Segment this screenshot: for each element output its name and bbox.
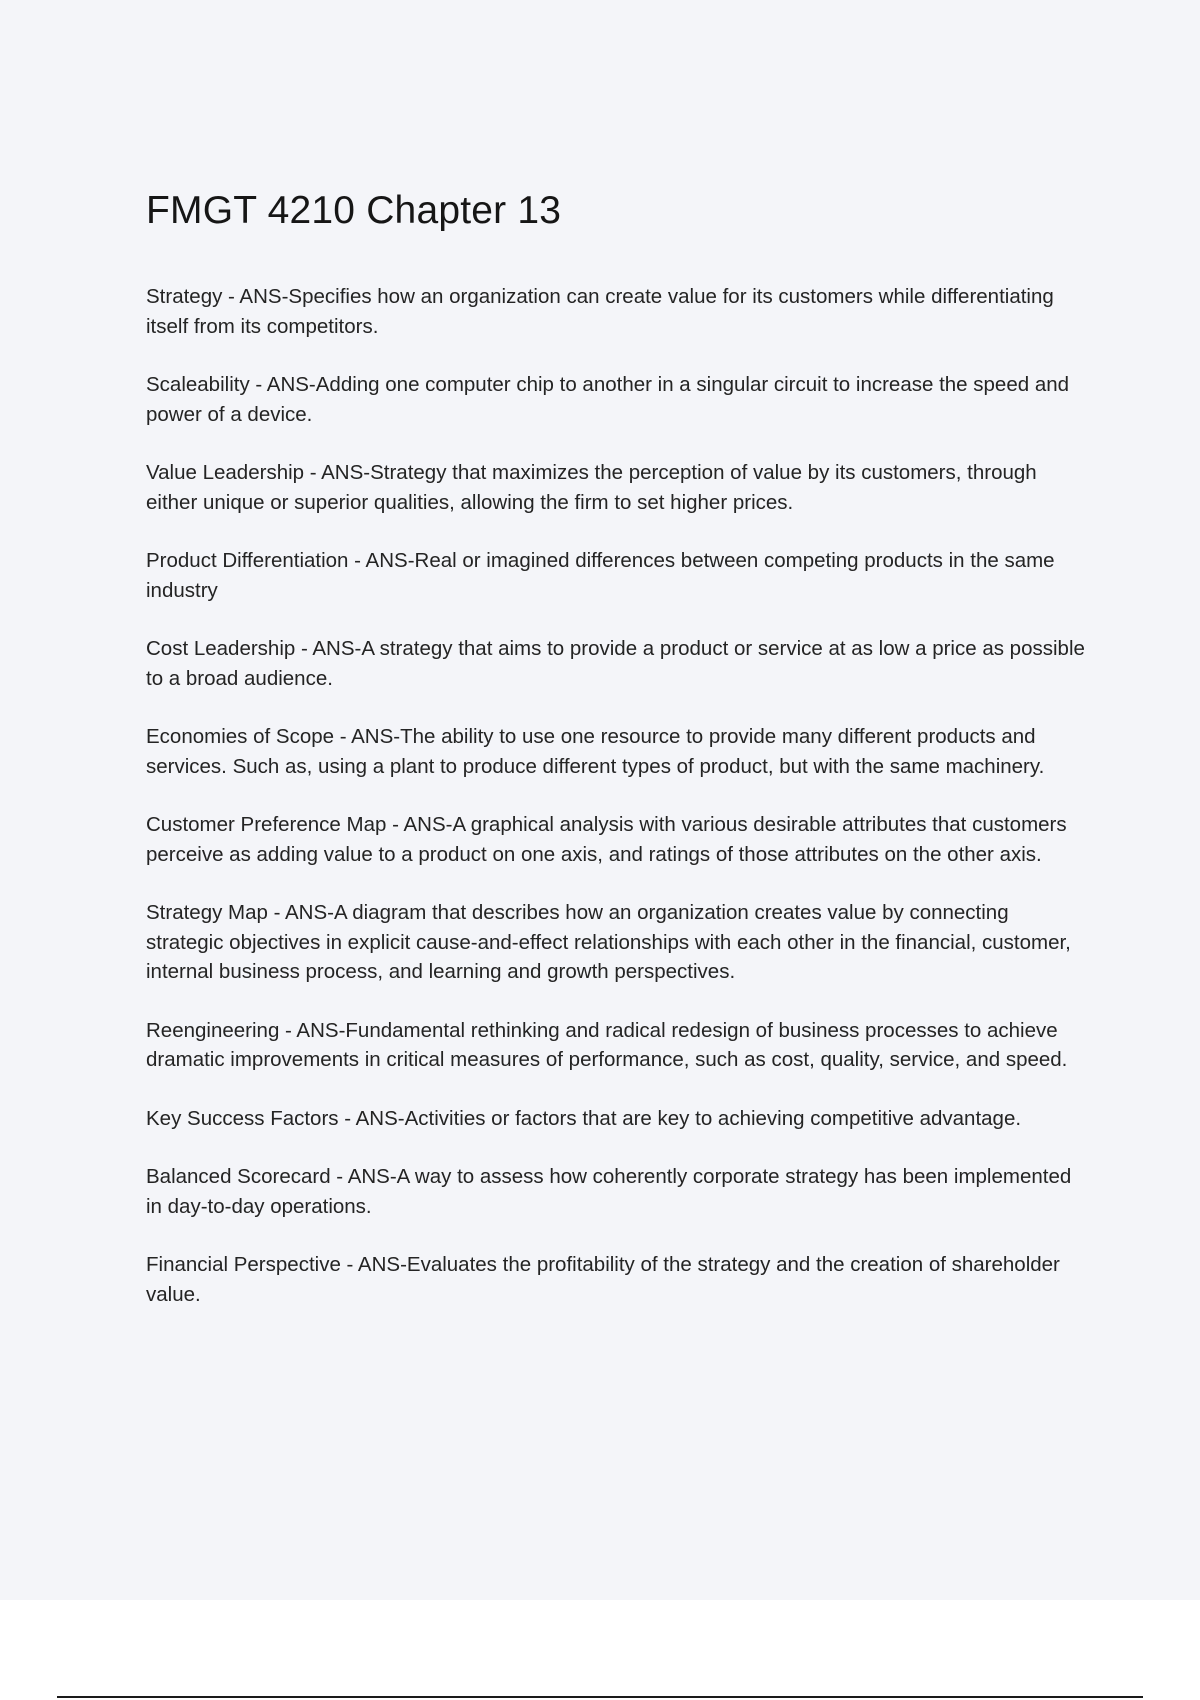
definition-cost-leadership: Cost Leadership - ANS-A strategy that aims to provide a product or service at as low a price as possible to a broad audience. <box>146 637 1085 690</box>
definition-reengineering: Reengineering - ANS-Fundamental rethinking and radical redesign of business processes to achieve dramatic improvements in critical measures of performance, such as cost, quality, service, and speed. <box>146 1018 1068 1071</box>
definition-strategy-map: Strategy Map - ANS-A diagram that describes how an organization creates value by connecting strategic objectives in explicit cause-and-effect relationships with each other in the financial, customer, internal business process, and learning and growth perspectives. <box>146 901 1071 983</box>
definition-value-leadership: Value Leadership - ANS-Strategy that maximizes the perception of value by its customers, through either unique or superior qualities, allowing the firm to set higher prices. <box>146 461 1037 514</box>
definition-product-differentiation: Product Differentiation - ANS-Real or imagined differences between competing products in the same industry <box>146 549 1055 602</box>
definition-balanced-scorecard: Balanced Scorecard - ANS-A way to assess how coherently corporate strategy has been implemented in day-to-day operations. <box>146 1165 1072 1218</box>
definition-customer-preference-map: Customer Preference Map - ANS-A graphical analysis with various desirable attributes that customers perceive as adding value to a product on one axis, and ratings of those attributes on the other axis. <box>146 813 1067 866</box>
definition-key-success-factors: Key Success Factors - ANS-Activities or factors that are key to achieving competitive advantage. <box>146 1106 1022 1130</box>
definition-economies-of-scope: Economies of Scope - ANS-The ability to use one resource to provide many different products and services. Such as, using a plant to produce different types of product, but with the same machinery. <box>146 725 1045 778</box>
document-body <box>146 188 1086 1338</box>
page-title: FMGT 4210 Chapter 13 <box>146 189 562 232</box>
definition-strategy: Strategy - ANS-Specifies how an organization can create value for its customers while differentiating itself from its competitors. <box>146 285 1054 338</box>
definition-financial-perspective: Financial Perspective - ANS-Evaluates the profitability of the strategy and the creation of shareholder value. <box>146 1253 1060 1306</box>
footer-divider <box>57 1696 1143 1698</box>
definition-scaleability: Scaleability - ANS-Adding one computer chip to another in a singular circuit to increase the speed and power of a device. <box>146 373 1070 426</box>
